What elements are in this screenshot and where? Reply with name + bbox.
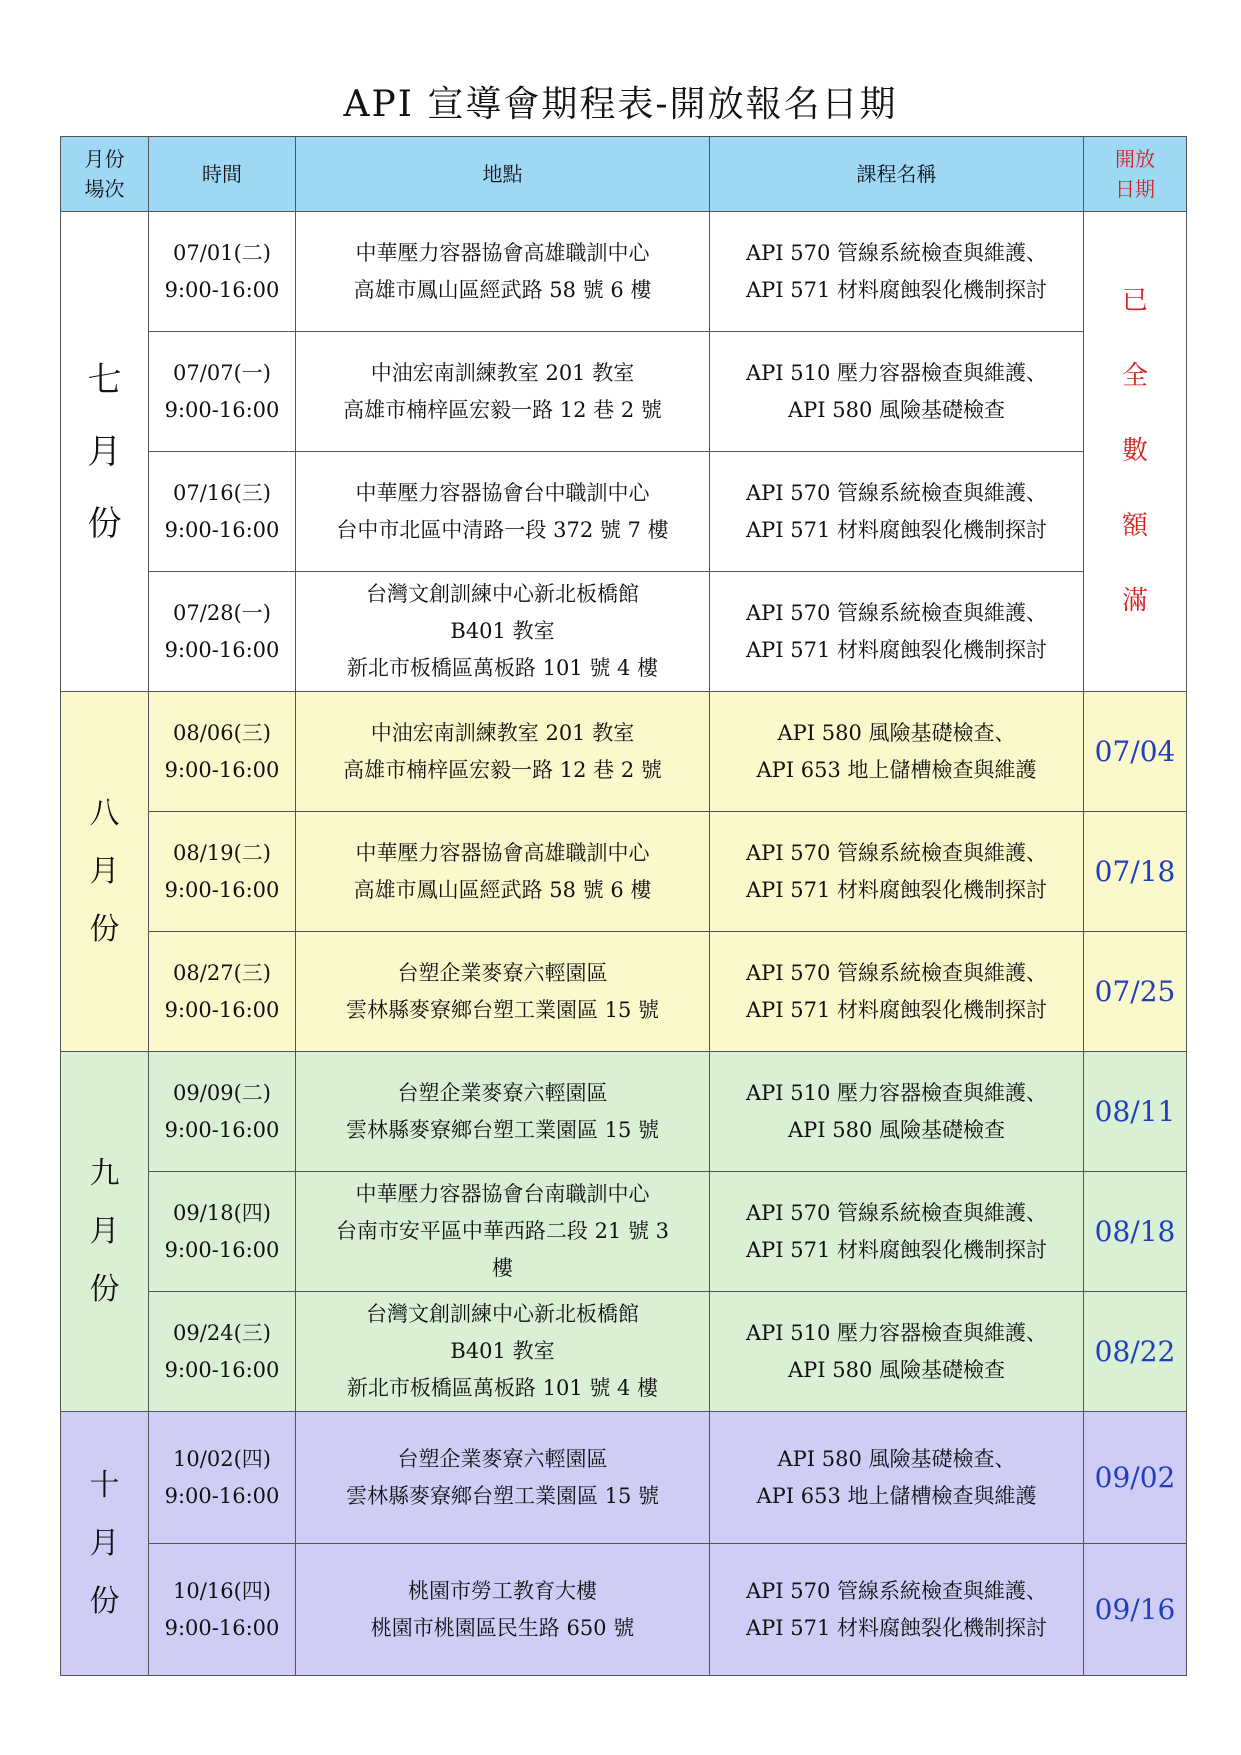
session-course: API 510 壓力容器檢查與維護、 API 580 風險基礎檢查 — [710, 332, 1084, 452]
session-course: API 510 壓力容器檢查與維護、 API 580 風險基礎檢查 — [710, 1292, 1084, 1412]
session-course: API 570 管線系統檢查與維護、 API 571 材料腐蝕裂化機制探討 — [710, 932, 1084, 1052]
table-row — [61, 1052, 1187, 1172]
table-row — [61, 332, 1187, 452]
session-time: 09/09(二) 9:00-16:00 — [149, 1052, 296, 1172]
table-row — [61, 932, 1187, 1052]
open-date: 07/04 — [1084, 692, 1187, 812]
header-open-date: 開放 日期 — [1084, 137, 1187, 212]
table-row — [61, 1172, 1187, 1292]
session-location: 台塑企業麥寮六輕園區 雲林縣麥寮鄉台塑工業園區 15 號 — [296, 1052, 710, 1172]
table-row — [61, 812, 1187, 932]
session-course: API 570 管線系統檢查與維護、 API 571 材料腐蝕裂化機制探討 — [710, 452, 1084, 572]
header-month: 月份 場次 — [61, 137, 149, 212]
page-title: API 宣導會期程表-開放報名日期 — [343, 84, 898, 125]
open-date: 09/02 — [1084, 1412, 1187, 1544]
session-course: API 570 管線系統檢查與維護、 API 571 材料腐蝕裂化機制探討 — [710, 812, 1084, 932]
month-label-september: 九 月 份 — [61, 1052, 149, 1412]
schedule-table — [60, 136, 1187, 1676]
session-course: API 570 管線系統檢查與維護、 API 571 材料腐蝕裂化機制探討 — [710, 1172, 1084, 1292]
session-course: API 580 風險基礎檢查、 API 653 地上儲槽檢查與維護 — [710, 692, 1084, 812]
session-course: API 570 管線系統檢查與維護、 API 571 材料腐蝕裂化機制探討 — [710, 572, 1084, 692]
session-location: 中華壓力容器協會台南職訓中心 台南市安平區中華西路二段 21 號 3 樓 — [296, 1172, 710, 1292]
session-course: API 510 壓力容器檢查與維護、 API 580 風險基礎檢查 — [710, 1052, 1084, 1172]
session-time: 07/01(二) 9:00-16:00 — [149, 212, 296, 332]
session-time: 09/24(三) 9:00-16:00 — [149, 1292, 296, 1412]
session-location: 台塑企業麥寮六輕園區 雲林縣麥寮鄉台塑工業園區 15 號 — [296, 1412, 710, 1544]
session-course: API 580 風險基礎檢查、 API 653 地上儲槽檢查與維護 — [710, 1412, 1084, 1544]
session-location: 中油宏南訓練教室 201 教室 高雄市楠梓區宏毅一路 12 巷 2 號 — [296, 332, 710, 452]
session-course: API 570 管線系統檢查與維護、 API 571 材料腐蝕裂化機制探討 — [710, 1544, 1084, 1676]
session-location: 台灣文創訓練中心新北板橋館 B401 教室 新北市板橋區萬板路 101 號 4 樓 — [296, 1292, 710, 1412]
open-date: 08/18 — [1084, 1172, 1187, 1292]
session-time: 07/07(一) 9:00-16:00 — [149, 332, 296, 452]
session-time: 09/18(四) 9:00-16:00 — [149, 1172, 296, 1292]
table-row — [61, 1292, 1187, 1412]
full-notice: 已 全 數 額 滿 — [1084, 212, 1187, 692]
session-time: 07/16(三) 9:00-16:00 — [149, 452, 296, 572]
header-row — [61, 137, 1187, 212]
session-location: 中華壓力容器協會台中職訓中心 台中市北區中清路一段 372 號 7 樓 — [296, 452, 710, 572]
session-location: 台灣文創訓練中心新北板橋館 B401 教室 新北市板橋區萬板路 101 號 4 樓 — [296, 572, 710, 692]
session-time: 08/27(三) 9:00-16:00 — [149, 932, 296, 1052]
session-course: API 570 管線系統檢查與維護、 API 571 材料腐蝕裂化機制探討 — [710, 212, 1084, 332]
session-time: 10/02(四) 9:00-16:00 — [149, 1412, 296, 1544]
session-location: 中華壓力容器協會高雄職訓中心 高雄市鳳山區經武路 58 號 6 樓 — [296, 212, 710, 332]
session-time: 08/06(三) 9:00-16:00 — [149, 692, 296, 812]
open-date: 08/11 — [1084, 1052, 1187, 1172]
table-row — [61, 572, 1187, 692]
session-time: 10/16(四) 9:00-16:00 — [149, 1544, 296, 1676]
table-row — [61, 692, 1187, 812]
open-date: 07/25 — [1084, 932, 1187, 1052]
open-date: 08/22 — [1084, 1292, 1187, 1412]
table-row — [61, 212, 1187, 332]
table-row — [61, 1544, 1187, 1676]
month-label-october: 十 月 份 — [61, 1412, 149, 1676]
header-course: 課程名稱 — [710, 137, 1084, 212]
table-row — [61, 1412, 1187, 1544]
session-location: 桃園市勞工教育大樓 桃園市桃園區民生路 650 號 — [296, 1544, 710, 1676]
session-location: 中油宏南訓練教室 201 教室 高雄市楠梓區宏毅一路 12 巷 2 號 — [296, 692, 710, 812]
session-location: 中華壓力容器協會高雄職訓中心 高雄市鳳山區經武路 58 號 6 樓 — [296, 812, 710, 932]
session-time: 07/28(一) 9:00-16:00 — [149, 572, 296, 692]
month-label-august: 八 月 份 — [61, 692, 149, 1052]
session-time: 08/19(二) 9:00-16:00 — [149, 812, 296, 932]
month-label-july: 七 月 份 — [61, 212, 149, 692]
session-location: 台塑企業麥寮六輕園區 雲林縣麥寮鄉台塑工業園區 15 號 — [296, 932, 710, 1052]
header-location: 地點 — [296, 137, 710, 212]
open-date: 09/16 — [1084, 1544, 1187, 1676]
header-time: 時間 — [149, 137, 296, 212]
table-row — [61, 452, 1187, 572]
open-date: 07/18 — [1084, 812, 1187, 932]
